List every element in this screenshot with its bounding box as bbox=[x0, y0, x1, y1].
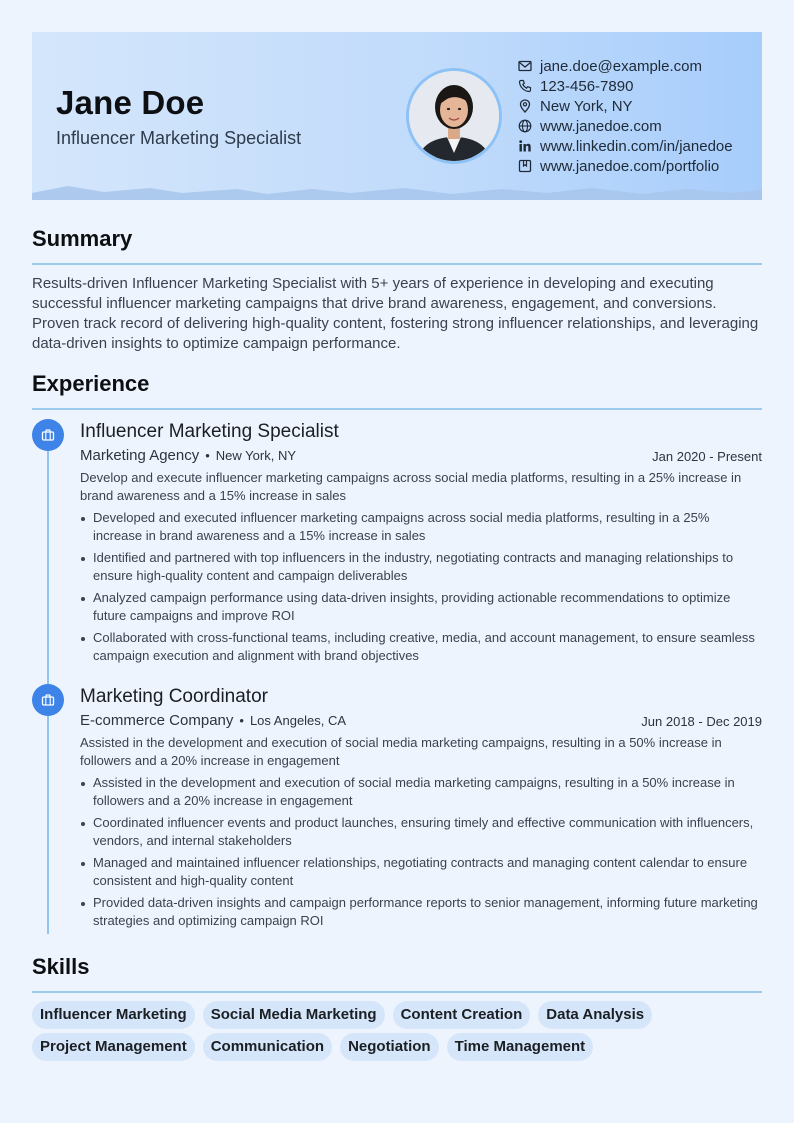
job-location: Los Angeles, CA bbox=[249, 713, 347, 728]
job-bullet: Provided data-driven insights and campaign performance reports to senior management, informing future marketing strategies and optimizing campaign ROI bbox=[80, 894, 762, 930]
briefcase-icon bbox=[32, 419, 64, 451]
skills-divider bbox=[32, 991, 762, 993]
globe-icon bbox=[518, 119, 532, 133]
job-dates: Jan 2020 - Present bbox=[652, 449, 762, 464]
contact-email-text: jane.doe@example.com bbox=[540, 57, 702, 75]
skill-chip: Project Management bbox=[32, 1033, 195, 1061]
briefcase-icon bbox=[32, 684, 64, 716]
job-bullet: Developed and executed influencer marketing campaigns across social media platforms, resulting in a 25% increase in brand awareness and a 15% increase in sales bbox=[80, 509, 762, 545]
skill-chip: Influencer Marketing bbox=[32, 1001, 195, 1029]
job-description: Develop and execute influencer marketing campaigns across social media platforms, resulting in a 25% increase in brand awareness and a 15% increase in sales bbox=[80, 470, 742, 503]
skills-row bbox=[32, 1001, 762, 1029]
job-bullet: Coordinated influencer events and product launches, ensuring timely and effective communication with influencers, vendors, and internal stakeholders bbox=[80, 814, 762, 850]
job-bullets bbox=[80, 774, 762, 930]
contact-list bbox=[518, 56, 733, 176]
email-icon bbox=[518, 59, 532, 73]
skill-chip: Communication bbox=[203, 1033, 332, 1061]
contact-portfolio[interactable] bbox=[518, 156, 733, 176]
experience-item bbox=[80, 419, 762, 669]
job-description: Assisted in the development and execution of social media marketing campaigns, resulting in a 50% increase in followers and a 20% increase in engagement bbox=[80, 735, 722, 768]
job-role: Marketing Coordinator bbox=[80, 686, 268, 707]
job-bullet: Managed and maintained influencer relationships, negotiating contracts and managing content calendar to ensure consistent and high-quality content bbox=[80, 854, 762, 890]
contact-website[interactable] bbox=[518, 116, 733, 136]
contact-website-text: www.janedoe.com bbox=[540, 117, 662, 135]
job-separator: • bbox=[205, 448, 210, 463]
contact-phone-text: 123-456-7890 bbox=[540, 77, 634, 95]
skill-chip: Time Management bbox=[447, 1033, 594, 1061]
job-meta bbox=[80, 710, 762, 732]
experience-divider bbox=[32, 408, 762, 410]
skill-chip: Data Analysis bbox=[538, 1001, 652, 1029]
contact-linkedin[interactable] bbox=[518, 136, 733, 156]
job-bullet: Assisted in the development and execution of social media marketing campaigns, resulting in a 50% increase in followers and a 20% increase in engagement bbox=[80, 774, 762, 810]
job-company-line bbox=[80, 712, 346, 729]
summary-text: Results-driven Influencer Marketing Specialist with 5+ years of experience in developing and executing successful influencer marketing campaigns that drive brand awareness, engagement, and conversions. Proven track record of delivering high-quality content, fostering strong influencer relationships, and leveraging data-driven insights to optimize campaign performance. bbox=[32, 275, 759, 352]
phone-icon bbox=[518, 79, 532, 93]
profile-photo-image bbox=[409, 71, 499, 161]
location-icon bbox=[518, 99, 532, 113]
skill-chip: Negotiation bbox=[340, 1033, 439, 1061]
linkedin-icon bbox=[518, 139, 532, 153]
job-company-line bbox=[80, 447, 296, 464]
job-bullet: Identified and partnered with top influencers in the industry, negotiating contracts and managing relationships to ensure high-quality content and campaign deliverables bbox=[80, 549, 762, 585]
header-wave-decoration bbox=[32, 180, 762, 200]
skills-heading: Skills bbox=[32, 954, 90, 979]
portfolio-icon bbox=[518, 159, 532, 173]
job-bullet: Collaborated with cross-functional teams, including creative, media, and account management, to ensure seamless campaign execution and alignment with brand objectives bbox=[80, 629, 762, 665]
job-role: Influencer Marketing Specialist bbox=[80, 421, 339, 442]
summary-divider bbox=[32, 263, 762, 265]
experience-heading: Experience bbox=[32, 371, 150, 396]
contact-location bbox=[518, 96, 733, 116]
job-dates: Jun 2018 - Dec 2019 bbox=[641, 714, 762, 729]
job-meta bbox=[80, 445, 762, 467]
job-separator: • bbox=[239, 713, 244, 728]
job-bullet: Analyzed campaign performance using data-driven insights, providing actionable recommendations to optimize future campaigns and improve ROI bbox=[80, 589, 762, 625]
summary-heading: Summary bbox=[32, 226, 133, 251]
skills-row bbox=[32, 1033, 762, 1061]
skills-list bbox=[32, 1001, 762, 1065]
job-bullets bbox=[80, 509, 762, 665]
candidate-name: Jane Doe bbox=[56, 84, 205, 121]
job-company: Marketing Agency bbox=[80, 447, 200, 464]
contact-location-text: New York, NY bbox=[540, 97, 633, 115]
candidate-title: Influencer Marketing Specialist bbox=[56, 128, 302, 148]
contact-portfolio-text: www.janedoe.com/portfolio bbox=[540, 157, 720, 175]
contact-email[interactable] bbox=[518, 56, 733, 76]
job-company: E-commerce Company bbox=[80, 712, 234, 729]
contact-phone[interactable] bbox=[518, 76, 733, 96]
resume-header bbox=[32, 32, 762, 200]
job-location: New York, NY bbox=[215, 448, 296, 463]
experience-item bbox=[80, 684, 762, 934]
skill-chip: Social Media Marketing bbox=[203, 1001, 385, 1029]
skill-chip: Content Creation bbox=[393, 1001, 531, 1029]
contact-linkedin-text: www.linkedin.com/in/janedoe bbox=[540, 137, 733, 155]
profile-photo bbox=[406, 68, 502, 164]
